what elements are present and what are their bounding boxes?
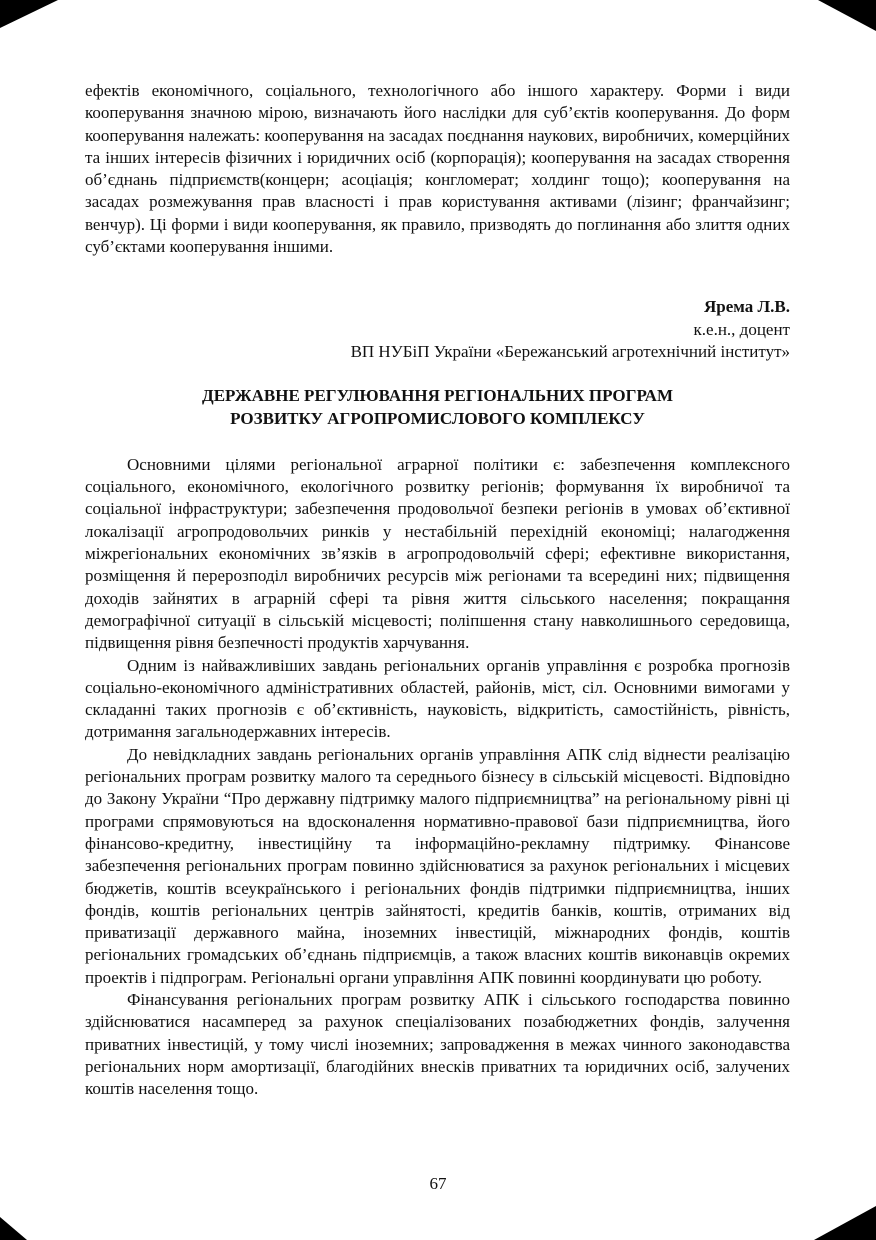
body-paragraph-3: До невідкладних завдань регіональних органів управління АПК слід віднести реалізацію регіональних програм розвитку малого та середнього бізнесу в сільській місцевості. Відповідно до Закону України “Про державну підтримку малого підприємництва” на регіональному рівні ці програми спрямовуються на вдосконалення нормативно-правової бази підприємництва, його фінансово-кредитну, інвестиційну та інформаційно-рекламну підтримку. Фінансове забезпечення регіональних програм повинно здійснюватися за рахунок регіональних і місцевих бюджетів, коштів всеукраїнського і регіональних фондів підтримки підприємництва, інших фондів, коштів регіональних центрів зайнятості, кредитів банків, коштів, отриманих від приватизації державного майна, іноземних інвестицій, міжнародних фондів, коштів регіональних громадських об’єднань підприємців, а також власних коштів виконавців окремих проектів і підпрограм. Регіональні органи управління АПК повинні координувати цю роботу.	[85, 744, 790, 987]
author-name: Ярема Л.В.	[704, 297, 790, 317]
article-title	[85, 385, 790, 430]
continuation-paragraph: ефектів економічного, соціального, технологічного або іншого характеру. Форми і види кооперування значною мірою, визначають його наслідки для суб’єктів кооперування. До форм кооперування належать: кооперування на засадах поєднання наукових, виробничих, комерційних та інших інтересів фізичних і юридичних осіб (корпорація); кооперування на засадах створення об’єднань підприємств(концерн; асоціація; конгломерат; холдинг тощо); кооперування на засадах розмежування прав власності і прав користування активами (лізинг; франчайзинг; венчур). Ці форми і види кооперування, як правило, призводять до поглинання або злиття одних суб’єктами кооперування іншими.	[85, 81, 790, 257]
body-paragraph-2: Одним із найважливіших завдань регіональних органів управління є розробка прогнозів соціально-економічного адміністративних областей, районів, міст, сіл. Основними вимогами у складанні таких прогнозів є об’єктивність, науковість, відкритість, самостійність, рівність, дотримання загальнодержавних інтересів.	[85, 655, 790, 742]
author-credentials: к.е.н., доцент	[693, 319, 790, 339]
scan-corner-top-right	[818, 0, 876, 31]
page-content	[85, 80, 790, 1100]
body-paragraph-1: Основними цілями регіональної аграрної політики є: забезпечення комплексного соціального, економічного, екологічного розвитку регіонів; формування їх виробничої та соціальної інфраструктури; забезпечення продовольчої безпеки регіонів в умовах об’єктивної локалізації агропродовольчих ринків у нестабільній перехідній економіці; налагодження міжрегіональних економічних зв’язків в агропродовольчій сфері; ефективне використання, розміщення й перерозподіл виробничих ресурсів між регіонами та всередині них; підвищення доходів зайнятих в аграрній сфері та рівня життя сільського населення; покращання демографічної ситуації в сільській місцевості; поліпшення стану навколишнього середовища, підвищення рівня безпечності продуктів харчування.	[85, 454, 790, 653]
author-affiliation: ВП НУБіП України «Бережанський агротехнічний інститут»	[350, 341, 790, 361]
scan-corner-bottom-left	[0, 1217, 27, 1240]
body-paragraph-4: Фінансування регіональних програм розвитку АПК і сільського господарства повинно здійснюватися насамперед за рахунок спеціалізованих позабюджетних фондів, залучення приватних інвестицій, у тому числі іноземних; запровадження в межах чинного законодавства регіональних норм амортизації, благодійних внесків приватних та юридичних осіб, залучених коштів населення тощо.	[85, 989, 790, 1099]
author-block	[85, 296, 790, 363]
article-title-line1: ДЕРЖАВНЕ РЕГУЛЮВАННЯ РЕГІОНАЛЬНИХ ПРОГРАМ	[202, 386, 673, 406]
article-title-line2: РОЗВИТКУ АГРОПРОМИСЛОВОГО КОМПЛЕКСУ	[230, 408, 645, 428]
scan-corner-bottom-right	[814, 1206, 876, 1240]
page-number: 67	[429, 1174, 447, 1193]
scan-corner-top-left	[0, 0, 58, 28]
